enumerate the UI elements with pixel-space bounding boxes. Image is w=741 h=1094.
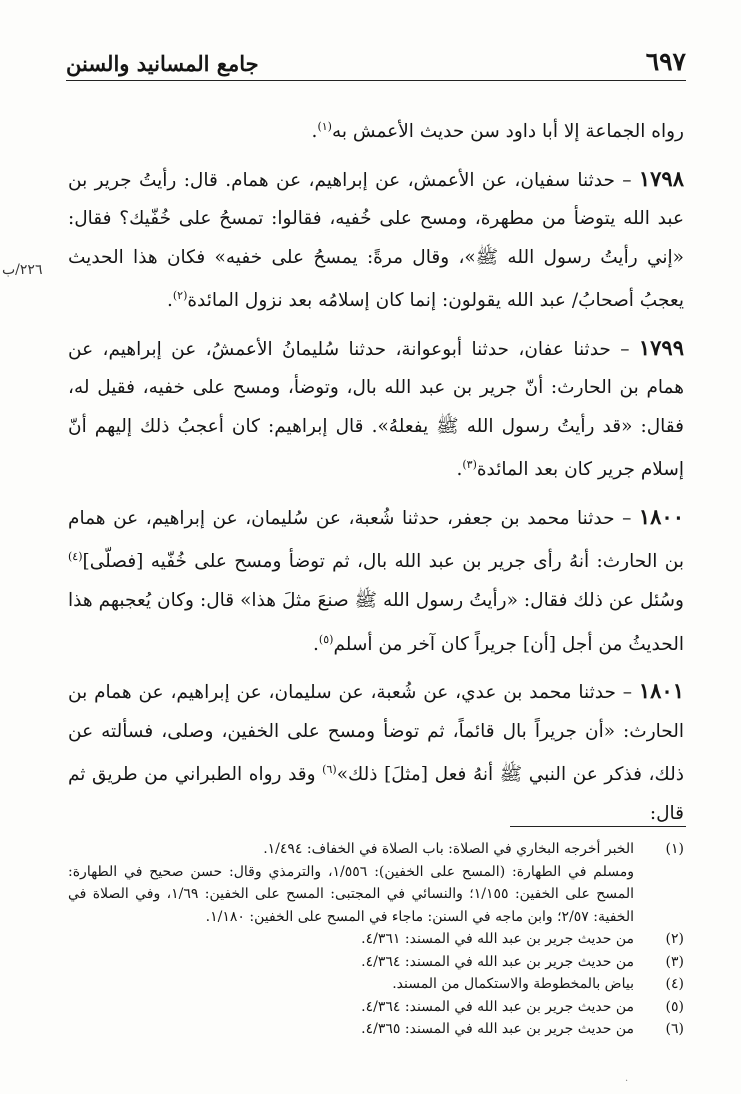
footnote-ref[interactable]: (٥): [318, 632, 334, 646]
paragraph-text: – حدثنا محمد بن عدي، عن شُعبة، عن سليمان، عن إبراهيم، عن همام بن الحارث: «أن جريراً بال قائماً، ثم توضأ ومسح على الخفين، وصلى، فسألته عن ذلك، فذكر عن النبي ﷺ أنهُ فعل [مثلَ] ذلك»: [68, 682, 684, 786]
hadith-number: ١٨٠١: [638, 678, 684, 704]
footnote-ref[interactable]: (٢): [172, 289, 188, 303]
running-title: جامع المسانيد والسنن: [66, 51, 259, 76]
footnote-1: [68, 838, 684, 928]
paragraph-text: رواه الجماعة إلا أبا داود سن حديث الأعمش به: [331, 121, 684, 143]
footnote-ref[interactable]: (٦): [322, 763, 337, 777]
main-text: [68, 108, 684, 841]
footnote-label: (٣): [665, 953, 684, 970]
footnote-text: الخبر أخرجه البخاري في الصلاة: باب الصلاة في الخفاف: ١/٤٩٤.: [263, 841, 634, 857]
paragraph-text-cont: وسُئل عن ذلك فقال: «رأيتُ رسول الله ﷺ صنعَ مثلَ هذا» قال: وكان يُعجبهم هذا الحديثُ من أجل [أن] جريراً كان آخر من أسلم: [68, 590, 684, 655]
footnote-ref[interactable]: (٤): [68, 550, 83, 564]
print-speck: ·: [625, 1076, 629, 1087]
footnote-text: من حديث جرير بن عبد الله في المسند: ٤/٣٦٤.: [361, 998, 634, 1015]
paragraph-text-cont: وقد رواه الطبراني من طريق ثم قال:: [68, 764, 684, 824]
paragraph-text: – حدثنا محمد بن جعفر، حدثنا شُعبة، عن سُليمان، عن إبراهيم، عن همام بن الحارث: أنهُ رأى جرير بن عبد الله بال، ثم توضأ ومسح على خُفّيه [فصلّى]: [68, 507, 684, 573]
paragraph-intro: رواه الجماعة إلا أبا داود سن حديث الأعمش به$^{(١)}$.: [311, 120, 684, 143]
footnote-label: (١): [665, 841, 684, 857]
footnote-4: [68, 973, 684, 996]
hadith-1799: ١٧٩٩ – حدثنا عفان، حدثنا أبوعوانة، حدثنا سُليمانُ الأعمشُ، عن إبراهيم، عن همام بن الحارث: أنّ جرير بن عبد الله بال، وتوضأ، ومسح على خفيه، فقيل له، فقال: «قد رأيتُ رسول الله ﷺ يفعلهُ». قال إبراهيم: كان أعجبُ ذلك إليهم أنّ إسلام جرير كان بعد المائدة$^{(٣)}$.: [68, 334, 684, 481]
footnote-ref[interactable]: (٣): [462, 458, 477, 472]
page-number: ٦٩٧: [645, 47, 686, 76]
footnotes: [68, 838, 684, 1041]
footnote-text-cont: ومسلم في الطهارة: (المسح على الخفين): ١/٥٥٦، والترمذي وقال: حسن صحيح في الطهارة: المسح على الخفين: ١/١٥٥؛ والنسائي في المجتبى: المسح على الخفين: ١/٦٩، وفي الصلاة في الخفية: ٢/٥٧؛ وابن ماجه في السنن: ماجاء في المسح على الخفين: ١/١٨٠.: [68, 863, 635, 925]
page-header: [66, 40, 686, 81]
footnote-text: بياض بالمخطوطة والاستكمال من المسند.: [392, 976, 634, 992]
footnote-3: [68, 951, 684, 974]
footnote-label: (٢): [665, 931, 684, 947]
footnote-6: [68, 1018, 684, 1041]
footnote-5: [68, 996, 684, 1019]
hadith-1801: [68, 672, 684, 833]
footnote-2: [68, 928, 684, 951]
hadith-1800: ١٨٠٠ – حدثنا محمد بن جعفر، حدثنا شُعبة، عن سُليمان، عن إبراهيم، عن همام بن الحارث: أنهُ رأى جرير بن عبد الله بال، ثم توضأ ومسح على خُفّيه [فصلّى]$^{(٤)}$ وسُئل عن ذلك فقال: «رأيتُ رسول الله ﷺ صنعَ مثلَ هذا» قال: وكان يُعجبهم هذا الحديثُ من أجل [أن] جريراً كان آخر من أسلم$^{(٥)}$.: [68, 503, 684, 655]
footnote-text: من حديث جرير بن عبد الله في المسند: ٤/٣٦١.: [361, 931, 634, 947]
footnote-label: (٤): [665, 976, 684, 992]
footnote-label: (٦): [665, 1021, 684, 1037]
paragraph-text: – حدثنا سفيان، عن الأعمش، عن إبراهيم، عن همام. قال: رأيتُ جرير بن عبد الله يتوضأ من مطهرة، ومسح على خُفيه، فقالوا: تمسحُ على خُفّيك؟ فقال: «إني رأيتُ رسول الله ﷺ»، وقال مرةً: يمسحُ على خفيه» فكان هذا الحديث يعجبُ أصحابُ/ عبد الله يقولون: إنما كان إسلامُه بعد نزول المائدة: [68, 169, 684, 312]
hadith-1798: ١٧٩٨ – حدثنا سفيان، عن الأعمش، عن إبراهيم، عن همام. قال: رأيتُ جرير بن عبد الله يتوضأ من مطهرة، ومسح على خُفيه، فقالوا: تمسحُ على خُفّيك؟ فقال: «إني رأيتُ رسول الله ﷺ»، وقال مرةً: يمسحُ على خفيه» فكان هذا الحديث يعجبُ أصحابُ/ عبد الله يقولون: إنما كان إسلامُه بعد نزول المائدة$^{(٢)}$.: [68, 165, 684, 312]
hadith-number: ١٧٩٨: [638, 165, 684, 191]
hadith-number: ١٧٩٩: [638, 334, 684, 360]
footnote-text: من حديث جرير بن عبد الله في المسند: ٤/٣٦٤.: [361, 953, 634, 970]
footnote-ref[interactable]: (١): [317, 120, 332, 133]
hadith-number: ١٨٠٠: [638, 503, 684, 529]
footnote-text: من حديث جرير بن عبد الله في المسند: ٤/٣٦٥.: [361, 1021, 634, 1037]
footnote-label: (٥): [665, 998, 684, 1015]
margin-folio-note: ٢٢٦/ب: [2, 262, 43, 278]
paragraph-text: – حدثنا عفان، حدثنا أبوعوانة، حدثنا سُليمانُ الأعمشُ، عن إبراهيم، عن همام بن الحارث: أنّ جرير بن عبد الله بال، وتوضأ، ومسح على خفيه، فقيل له، فقال: «قد رأيتُ رسول الله ﷺ يفعلهُ». قال إبراهيم: كان أعجبُ ذلك إليهم أنّ إسلام جرير كان بعد المائدة: [68, 338, 684, 481]
footnote-divider: [510, 826, 686, 827]
